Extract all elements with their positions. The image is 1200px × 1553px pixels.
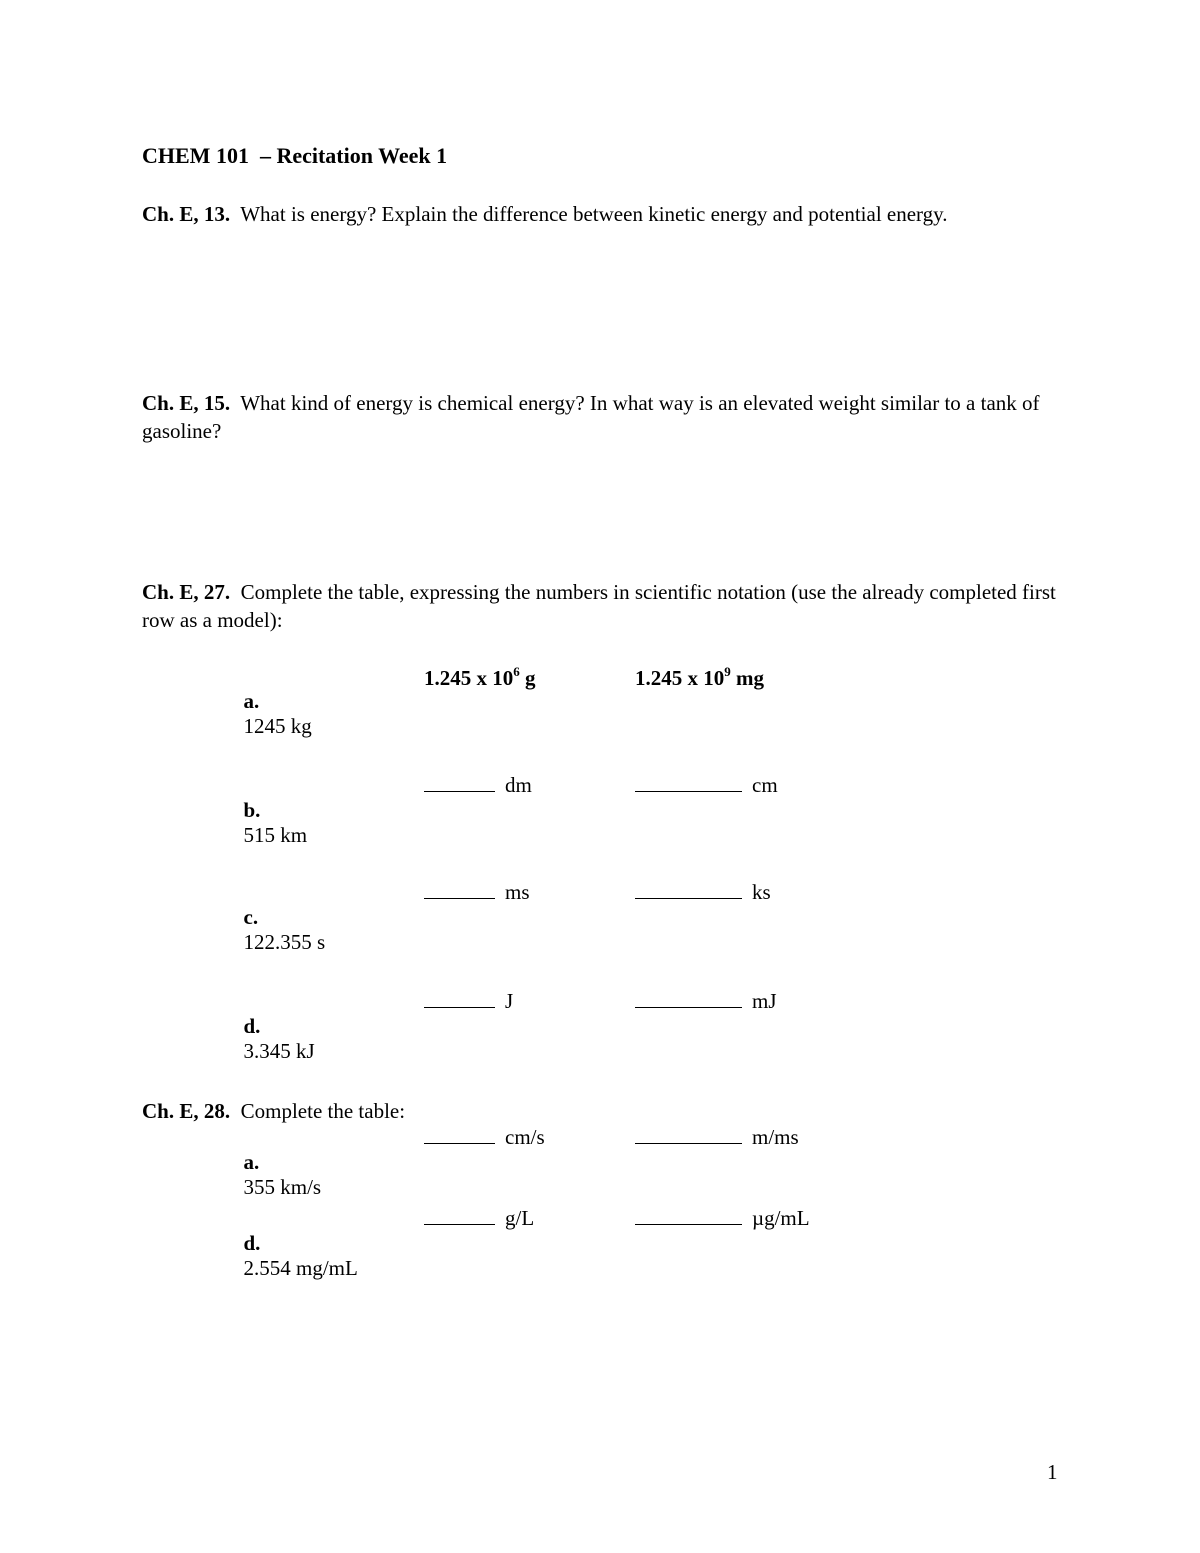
answer-2: 1.245 x $10^9$ mg — [635, 664, 764, 690]
answer-1 — [424, 1125, 545, 1150]
question-e13 — [142, 200, 1062, 228]
given-value: 122.355 s — [243, 930, 326, 954]
answer-unit: cm/s — [505, 1125, 545, 1149]
answer-blank[interactable] — [635, 1206, 742, 1225]
answer-1 — [424, 773, 532, 798]
answer-1 — [424, 880, 530, 905]
answer-unit: ks — [752, 880, 771, 904]
answer-unit: dm — [505, 773, 532, 797]
row-label: a. — [243, 1150, 260, 1174]
answer-blank[interactable] — [424, 880, 495, 899]
answer-2 — [635, 773, 778, 798]
answer-unit: ms — [505, 880, 530, 904]
answer-unit: g/L — [505, 1206, 535, 1230]
answer-blank[interactable] — [635, 1125, 742, 1144]
question-label: Ch. E, 27. — [142, 580, 231, 604]
exponent: 9 — [724, 664, 731, 679]
row-given — [212, 664, 312, 764]
table28-row-d — [0, 1206, 1200, 1280]
answer-unit: J — [505, 989, 514, 1013]
row-given — [212, 1206, 358, 1306]
question-text: Complete the table: — [240, 1099, 406, 1123]
answer-blank[interactable] — [424, 773, 495, 792]
table27-row-a — [0, 664, 1200, 738]
answer-blank[interactable] — [424, 1125, 495, 1144]
given-value: 3.345 kJ — [243, 1039, 315, 1063]
row-label: b. — [243, 798, 261, 822]
answer-blank[interactable] — [635, 989, 742, 1008]
row-label: d. — [243, 1014, 261, 1038]
given-value: 2.554 mg/mL — [243, 1256, 358, 1280]
answer-2 — [635, 1206, 810, 1231]
page-title: CHEM 101 – Recitation Week 1 — [142, 143, 448, 168]
answer-2 — [635, 880, 771, 905]
table27-row-b — [0, 773, 1200, 847]
question-e15 — [142, 389, 1062, 445]
question-e27 — [142, 578, 1062, 634]
question-text: What is energy? Explain the difference between kinetic energy and potential energy. — [240, 202, 948, 226]
answer-blank[interactable] — [635, 773, 742, 792]
answer-unit: cm — [752, 773, 778, 797]
given-value: 515 km — [243, 823, 308, 847]
answer-unit: m/ms — [752, 1125, 799, 1149]
table27-row-d — [0, 989, 1200, 1063]
exponent: 6 — [513, 664, 520, 679]
answer-1 — [424, 989, 513, 1014]
answer-blank[interactable] — [424, 1206, 495, 1225]
page-number: 1 — [1047, 1460, 1058, 1484]
row-given — [212, 989, 315, 1089]
answer-blank[interactable] — [635, 880, 742, 899]
question-label: Ch. E, 13. — [142, 202, 231, 226]
table27-row-c — [0, 880, 1200, 954]
row-given — [212, 773, 307, 873]
given-value: 355 km/s — [243, 1175, 322, 1199]
row-label: a. — [243, 689, 260, 713]
row-given — [212, 880, 325, 980]
question-label: Ch. E, 28. — [142, 1099, 231, 1123]
answer-2 — [635, 1125, 799, 1150]
question-text: What kind of energy is chemical energy? In what way is an elevated weight similar to a tank of gasoline? — [142, 391, 1040, 443]
row-label: d. — [243, 1231, 261, 1255]
row-label: c. — [243, 905, 259, 929]
given-value: 1245 kg — [243, 714, 312, 738]
answer-unit: µg/mL — [752, 1206, 810, 1230]
question-text: Complete the table, expressing the numbers in scientific notation (use the already completed first row as a model): — [142, 580, 1056, 632]
answer-blank[interactable] — [424, 989, 495, 1008]
answer-1 — [424, 1206, 534, 1231]
answer-2 — [635, 989, 777, 1014]
answer-unit: mJ — [752, 989, 777, 1013]
question-label: Ch. E, 15. — [142, 391, 231, 415]
answer-1: 1.245 x $10^6$ g — [424, 664, 536, 690]
table28-row-a — [0, 1125, 1200, 1199]
question-e28 — [142, 1097, 1062, 1125]
